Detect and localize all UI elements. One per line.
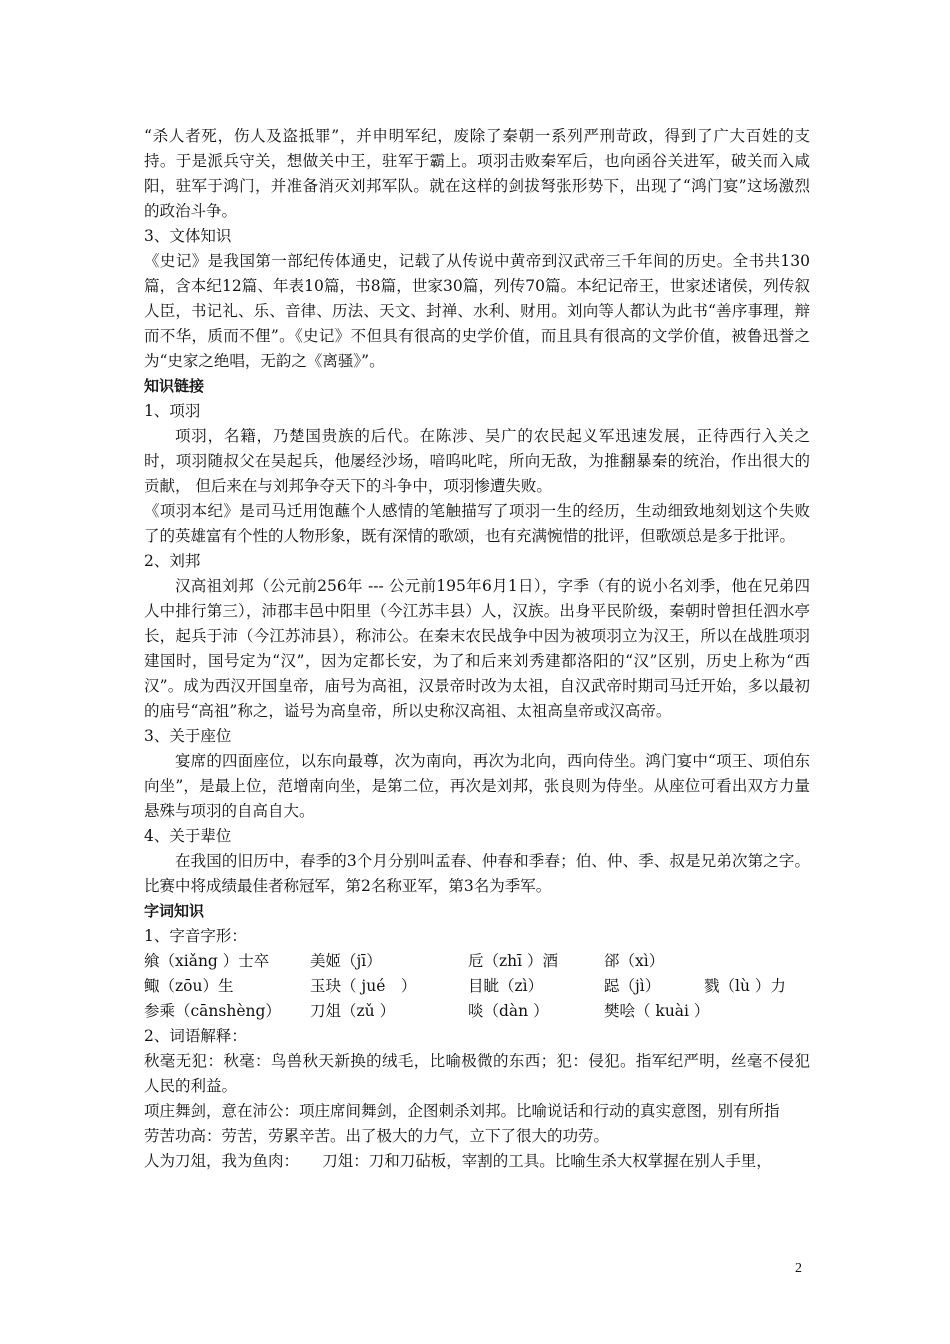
pronunciation-item: 跽（jì） <box>604 977 661 995</box>
explanation-3: 劳苦功高：劳苦，劳累辛苦。出了极大的力气，立下了很大的功劳。 <box>144 1127 610 1145</box>
pronunciation-item: 戮（lù ）力 <box>704 977 786 995</box>
pronunciation-item: 卮（zhī ）酒 <box>468 952 559 970</box>
xiangyu-paragraph-1: 项羽，名籍，乃楚国贵族的后代。在陈涉、吴广的农民起义军迅速发展，正待西行入关之时，项羽随叔父在吴起兵，他屡经沙场，喑呜叱咤，所向无敌，为推翻暴秦的统治，作出很大的贡献， 但后来在与刘邦争夺天下的斗争中，项羽惨遭失败。 <box>144 427 810 495</box>
order-heading: 4、关于辈位 <box>144 827 232 845</box>
document-body <box>144 124 810 1174</box>
pronunciation-item: 美姬（jī） <box>310 952 382 970</box>
explanation-1: 秋毫无犯：秋毫：鸟兽秋天新换的绒毛，比喻极微的东西；犯：侵犯。指军纪严明，丝毫不侵犯人民的利益。 <box>144 1052 810 1095</box>
pronunciation-item: 参乘（cānshèng） <box>144 1002 281 1020</box>
pronunciation-item: 郤（xì） <box>604 952 665 970</box>
order-paragraph: 在我国的旧历中，春季的3个月分别叫孟春、仲春和季春；伯、仲、季、叔是兄弟次第之字。比赛中将成绩最佳者称冠军，第2名称亚军，第3名为季军。 <box>144 852 810 895</box>
pronunciation-row <box>144 974 810 999</box>
pronunciation-item: 啖（dàn ） <box>468 1002 549 1020</box>
links-heading: 知识链接 <box>144 377 205 395</box>
intro-paragraph: “杀人者死，伤人及盗抵罪”，并申明军纪，废除了秦朝一系列严刑苛政，得到了广大百姓的支持。于是派兵守关，想做关中王，驻军于霸上。项羽击败秦军后，也向函谷关进军，破关而入咸阳，驻军于鸿门，并准备消灭刘邦军队。就在这样的剑拔弩张形势下，出现了“鸿门宴”这场激烈的政治斗争。 <box>144 127 810 220</box>
pronunciation-item: 飨（xiǎng ）士卒 <box>144 952 270 970</box>
page-number: 2 <box>795 1261 802 1276</box>
explanation-heading: 2、词语解释： <box>144 1027 247 1045</box>
genre-paragraph: 《史记》是我国第一部纪传体通史，记载了从传说中黄帝到汉武帝三千年间的历史。全书共130篇，含本纪12篇、年表10篇，书8篇，世家30篇，列传70篇。本纪记帝王，世家述诸侯，列传叙人臣，书记礼、乐、音律、历法、天文、封禅、水利、财用。刘向等人都认为此书“善序事理，辩而不华，质而不俚”。《史记》不但具有很高的史学价值，而且具有很高的文学价值，被鲁迅誉之为“史家之绝唱，无韵之《离骚》”。 <box>144 252 810 370</box>
explanation-4: 人为刀俎，我为鱼肉： 刀俎：刀和刀砧板，宰割的工具。比喻生杀大权掌握在别人手里， <box>144 1152 772 1170</box>
seats-paragraph: 宴席的四面座位，以东向最尊，次为南向，再次为北向，西向侍坐。鸿门宴中“项王、项伯东向坐”，是最上位，范增南向坐，是第二位，再次是刘邦，张良则为侍坐。从座位可看出双方力量悬殊与项羽的自高自大。 <box>144 752 810 820</box>
pronunciation-item: 目眦（zì） <box>468 977 544 995</box>
pronunciation-row <box>144 999 810 1024</box>
words-heading: 字词知识 <box>144 902 205 920</box>
pronunciation-item: 刀俎（zǔ ） <box>310 1002 396 1020</box>
pronunciation-item: 玉玦（ jué ） <box>310 977 417 995</box>
seats-heading: 3、关于座位 <box>144 727 232 745</box>
xiangyu-paragraph-2: 《项羽本纪》是司马迁用饱蘸个人感情的笔触描写了项羽一生的经历，生动细致地刻划这个失败了的英雄富有个性的人物形象，既有深情的歌颂，也有充满惋惜的批评，但歌颂总是多于批评。 <box>144 502 810 545</box>
liubang-paragraph: 汉高祖刘邦（公元前256年 --- 公元前195年6月1日），字季（有的说小名刘季，他在兄弟四人中排行第三），沛郡丰邑中阳里（今江苏丰县）人，汉族。出身平民阶级，秦朝时曾担任泗水亭长，起兵于沛（今江苏沛县），称沛公。在秦末农民战争中因为被项羽立为汉王，所以在战胜项羽建国时，国号定为“汉”，因为定都长安，为了和后来刘秀建都洛阳的“汉”区别，历史上称为“西汉”。成为西汉开国皇帝，庙号为高祖，汉景帝时改为太祖，自汉武帝时期司马迁开始，多以最初的庙号“高祖”称之，谥号为高皇帝，所以史称汉高祖、太祖高皇帝或汉高帝。 <box>144 577 810 720</box>
pronunciation-row <box>144 949 810 974</box>
pronunciation-heading: 1、字音字形： <box>144 927 247 945</box>
liubang-heading: 2、刘邦 <box>144 552 201 570</box>
xiangyu-heading: 1、项羽 <box>144 402 201 420</box>
pronunciation-item: 鲰（zōu）生 <box>144 977 234 995</box>
genre-heading: 3、文体知识 <box>144 227 232 245</box>
pronunciation-item: 樊哙（ kuài ） <box>604 1002 710 1020</box>
explanation-2: 项庄舞剑，意在沛公：项庄席间舞剑，企图刺杀刘邦。比喻说话和行动的真实意图，别有所指 <box>144 1102 780 1120</box>
